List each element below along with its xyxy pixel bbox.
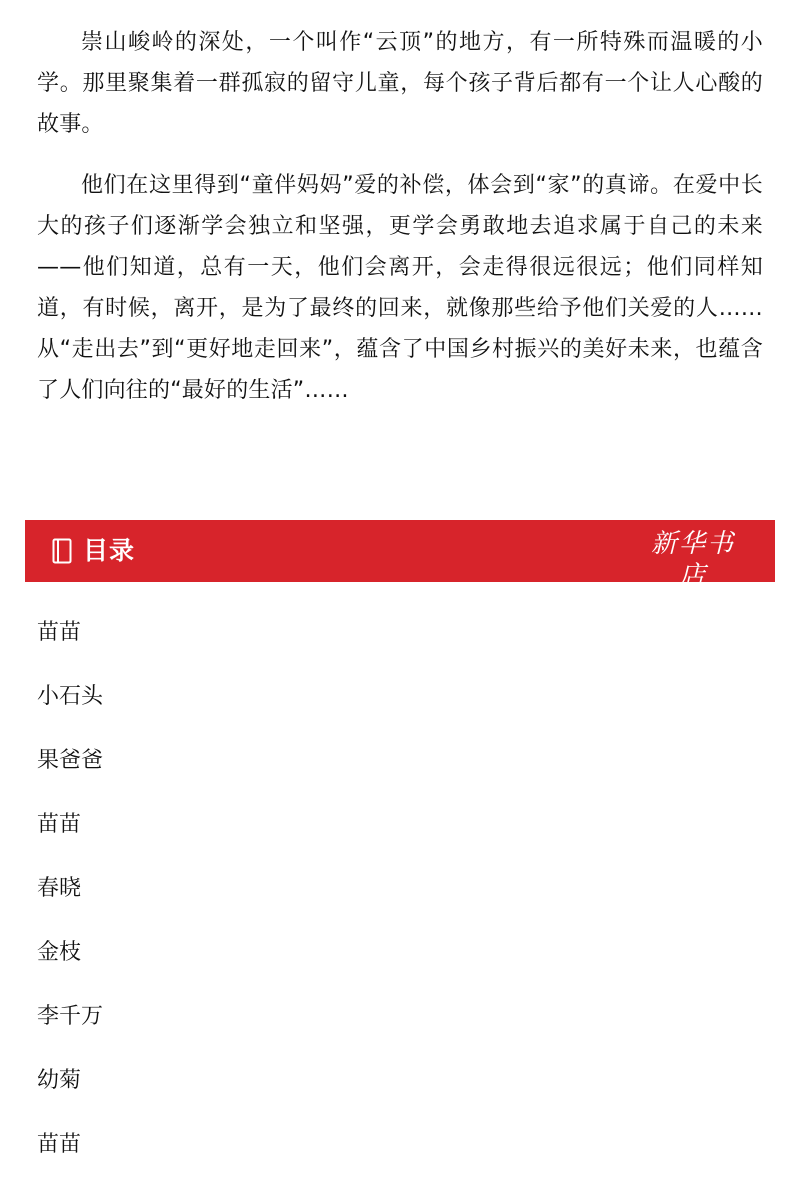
toc-item[interactable]: 春晓	[37, 876, 82, 901]
toc-item[interactable]: 苗苗	[37, 812, 82, 837]
toc-title: 目录	[83, 536, 136, 565]
toc-item[interactable]: 果爸爸	[37, 748, 104, 773]
toc-list	[37, 613, 103, 1189]
toc-item[interactable]: 幼菊	[37, 1068, 82, 1093]
brand-name-cn: 新华书店	[650, 529, 735, 591]
intro-text	[37, 22, 763, 431]
intro-paragraph: 崇山峻岭的深处，一个叫作“云顶”的地方，有一所特殊而温暖的小学。那里聚集着一群孤寂的留守儿童，每个孩子背后都有一个让人心酸的故事。	[37, 30, 763, 137]
toc-item[interactable]: 小石头	[37, 684, 104, 709]
toc-item[interactable]: 李千万	[37, 1004, 104, 1029]
brand-name-en: XINHUA BOOKSTORE	[648, 595, 738, 603]
toc-item[interactable]: 金枝	[37, 940, 82, 965]
xinhua-bookstore-logo	[641, 528, 745, 604]
intro-paragraph: 他们在这里得到“童伴妈妈”爱的补偿，体会到“家”的真谛。在爱中长大的孩子们逐渐学会独立和坚强，更学会勇敢地去追求属于自己的未来——他们知道，总有一天，他们会离开，会走得很远很远；他们同样知道，有时候，离开，是为了最终的回来，就像那些给予他们关爱的人……从“走出去”到“更好地走回来”，蕴含了中国乡村振兴的美好未来，也蕴含了人们向往的“最好的生活”……	[37, 173, 763, 403]
toc-item[interactable]: 苗苗	[37, 620, 82, 645]
book-icon	[52, 538, 72, 564]
toc-item[interactable]: 苗苗	[37, 1132, 82, 1157]
toc-header	[25, 520, 775, 603]
